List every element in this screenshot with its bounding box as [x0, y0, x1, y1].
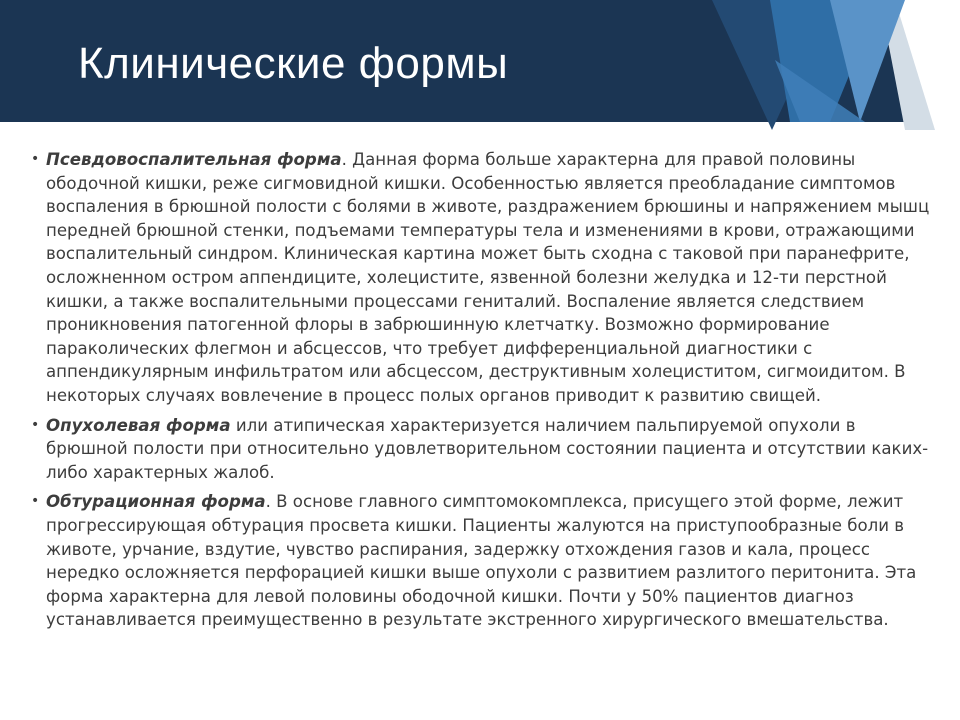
bullet-item-pseudo-inflammatory: [28, 148, 932, 408]
bullet-term: Обтурационная форма: [46, 492, 266, 512]
bullet-term: Опухолевая форма: [46, 415, 231, 435]
content-area: [28, 148, 932, 638]
bullet-text: или атипическая характеризуется наличием пальпируемой опухоли в брюшной полости при относительно удовлетворительном состоянии пациента и отсутствии каких-либо характерных жалоб.: [46, 415, 929, 482]
slide-title: Клинические формы: [78, 39, 509, 88]
bullet-text: . В основе главного симптомокомплекса, присущего этой форме, лежит прогрессирующая обтурация просвета кишки. Пациенты жалуются на приступообразные боли в животе, урчание, вздутие, чувство распирания, задержку отхождения газов и кала, процесс нередко осложняется перфорацией кишки выше опухоли с развитием разлитого перитонита. Эта форма характерна для левой половины ободочной кишки. Почти у 50% пациентов диагноз устанавливается преимущественно в результате экстренного хирургического вмешательства.: [46, 492, 917, 630]
bullet-term: Псевдовоспалительная форма: [46, 150, 342, 169]
bullet-marker: •: [31, 493, 40, 510]
bullet-text: . Данная форма больше характерна для правой половины ободочной кишки, реже сигмовидной кишки. Особенностью является преобладание симптомов воспаления в брюшной полости с болями в животе, раздражением брюшины и напряжением мышц передней брюшной стенки, подъемами температуры тела и изменениями в крови, отражающими воспалительный синдром. Клиническая картина может быть сходна с таковой при паранефрите, осложненном остром аппендиците, холецистите, язвенной болезни желудка и 12-ти перстной кишки, а также воспалительными процессами гениталий. Воспаление является следствием проникновения патогенной флоры в забрюшинную клетчатку. Возможно формирование параколических флегмон и абсцессов, что требует дифференциальной диагностики с аппендикулярным инфильтратом или абсцессом, деструктивным холециститом, сигмоидитом. В некоторых случаях вовлечение в процесс полых органов приводит к развитию свищей.: [46, 150, 930, 405]
bullet-marker: •: [31, 416, 40, 433]
bullet-list: [28, 148, 932, 632]
bullet-marker: •: [31, 151, 40, 167]
bullet-item-obturation: [28, 490, 932, 632]
bullet-item-tumor: [28, 414, 932, 485]
